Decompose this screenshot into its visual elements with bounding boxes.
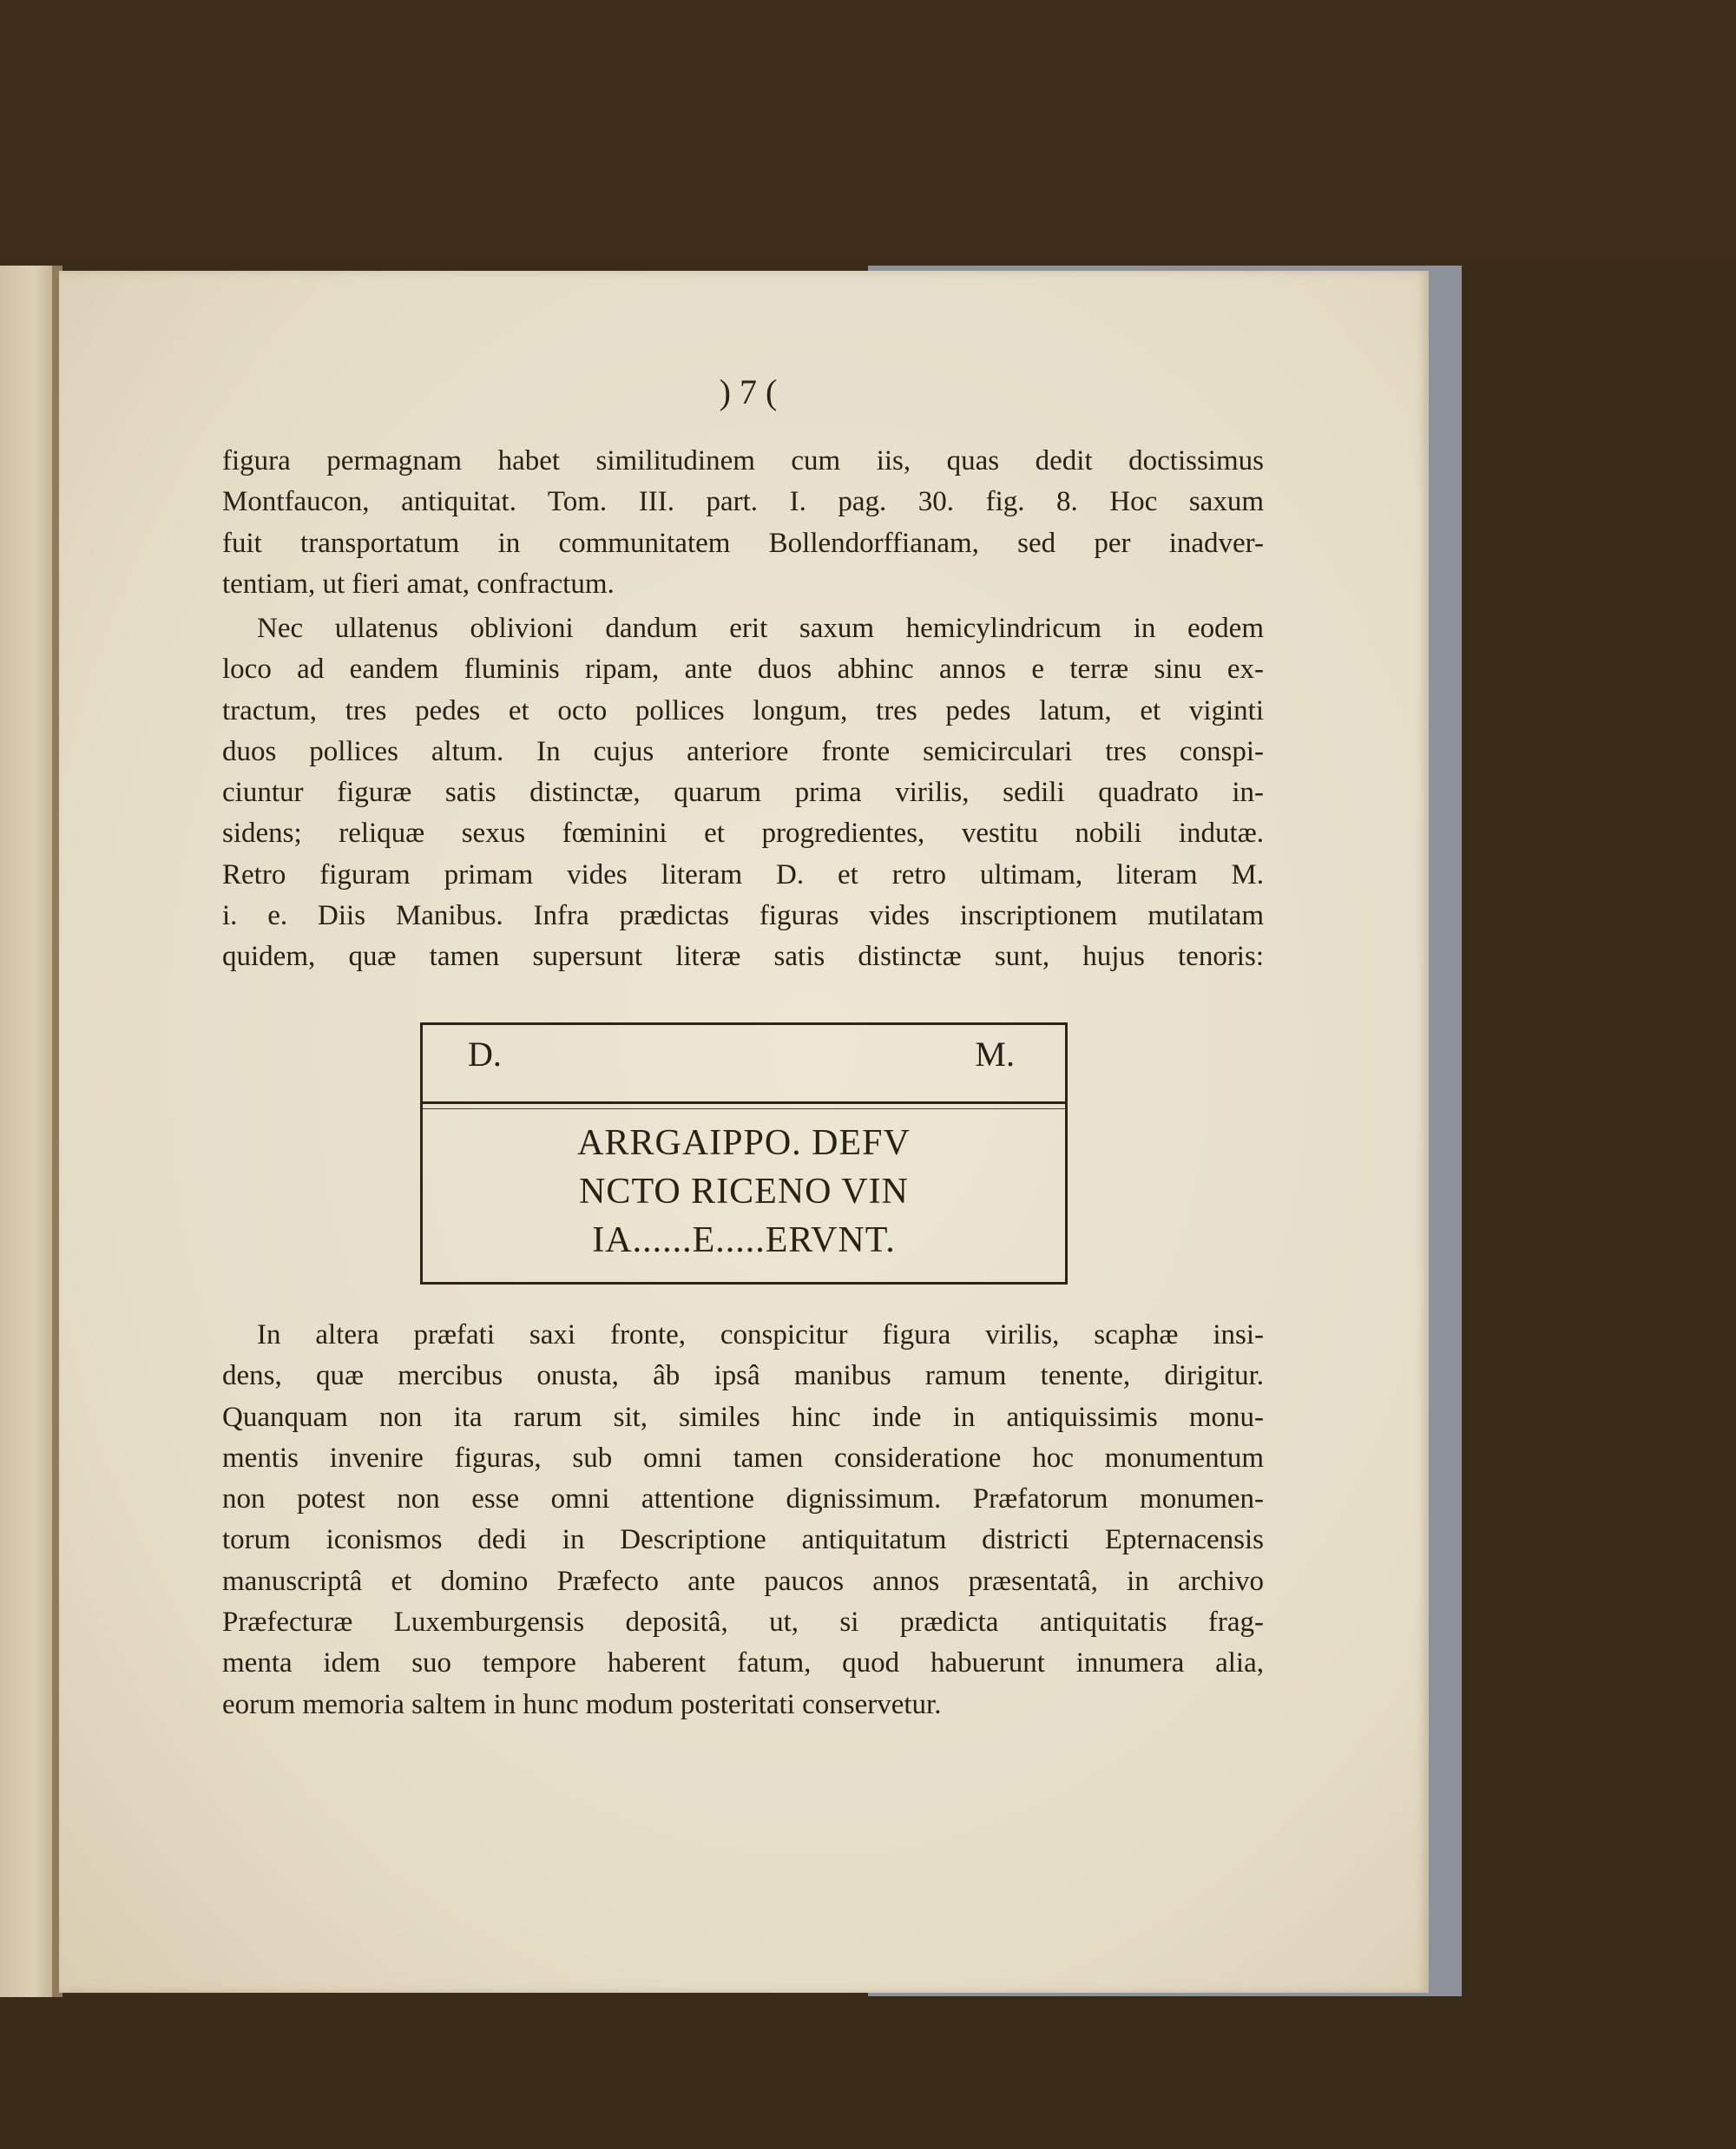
text-line: menta idem suo tempore haberent fatum, quod habuerunt innumera alia, xyxy=(222,1647,1264,1679)
scan-background-bottom xyxy=(0,1996,1736,2149)
text-line: manuscriptâ et domino Præfecto ante paucos annos præsentatâ, in archivo xyxy=(222,1565,1264,1597)
paragraph-2 xyxy=(222,608,1264,978)
text-line: duos pollices altum. In cujus anteriore fronte semicirculari tres conspi- xyxy=(222,735,1264,767)
inscription-line: NCTO RICENO VIN xyxy=(579,1172,909,1212)
page-number: ) 7 ( xyxy=(719,372,778,411)
text-line: figura permagnam habet similitudinem cum iis, quas dedit doctissimus xyxy=(222,445,1264,476)
text-line: dens, quæ mercibus onusta, âb ipsâ manibus ramum tenente, dirigitur. xyxy=(222,1360,1264,1392)
text-line: mentis invenire figuras, sub omni tamen consideratione hoc monumentum xyxy=(222,1442,1264,1474)
paragraph-3 xyxy=(222,1315,1264,1725)
text-line: torum iconismos dedi in Descriptione antiquitatum districti Epternacensis xyxy=(222,1524,1264,1556)
text-line: non potest non esse omni attentione dignissimum. Præfatorum monumen- xyxy=(222,1483,1264,1515)
inscription-box xyxy=(420,1022,1068,1285)
text-line: eorum memoria saltem in hunc modum posteritati conservetur. xyxy=(222,1688,942,1720)
text-line: tentiam, ut fieri amat, confractum. xyxy=(222,568,615,600)
text-line: Præfecturæ Luxemburgensis depositâ, ut, si prædicta antiquitatis frag- xyxy=(222,1607,1264,1639)
text-line: Quanquam non ita rarum sit, similes hinc inde in antiquissimis monu- xyxy=(222,1401,1264,1433)
inscription-text xyxy=(423,1119,1065,1265)
inscription-letter-m: M. xyxy=(975,1035,1015,1074)
text-line: i. e. Diis Manibus. Infra prædictas figuras vides inscriptionem mutilatam xyxy=(222,900,1264,932)
inscription-letter-d: D. xyxy=(468,1035,502,1074)
facing-page-edge xyxy=(0,266,57,1997)
text-line: tractum, tres pedes et octo pollices longum, tres pedes latum, et viginti xyxy=(222,694,1264,726)
inscription-line: ARRGAIPPO. DEFV xyxy=(577,1123,911,1163)
inscription-header xyxy=(423,1025,1065,1100)
inscription-divider-thin xyxy=(423,1108,1065,1109)
text-line: loco ad eandem fluminis ripam, ante duos abhinc annos e terræ sinu ex- xyxy=(222,654,1264,686)
text-line: Montfaucon, antiquitat. Tom. III. part. I. pag. 30. fig. 8. Hoc saxum xyxy=(222,486,1264,518)
text-line: fuit transportatum in communitatem Bollendorffianam, sed per inadver- xyxy=(222,527,1264,559)
inscription-line: IA......E.....ERVNT. xyxy=(592,1220,896,1260)
scan-background-top xyxy=(0,0,1736,260)
text-line: ciuntur figuræ satis distinctæ, quarum prima virilis, sedili quadrato in- xyxy=(222,777,1264,809)
text-line: quidem, quæ tamen supersunt literæ satis distinctæ sunt, hujus tenoris: xyxy=(222,941,1264,973)
text-line: Nec ullatenus oblivioni dandum erit saxum hemicylindricum in eodem xyxy=(257,613,1264,644)
text-line: In altera præfati saxi fronte, conspicitur figura virilis, scaphæ insi- xyxy=(257,1319,1264,1351)
text-line: Retro figuram primam vides literam D. et retro ultimam, literam M. xyxy=(222,858,1264,890)
paragraph-1 xyxy=(222,441,1264,605)
inscription-divider xyxy=(423,1101,1065,1104)
text-line: sidens; reliquæ sexus fœminini et progredientes, vestitu nobili indutæ. xyxy=(222,818,1264,850)
